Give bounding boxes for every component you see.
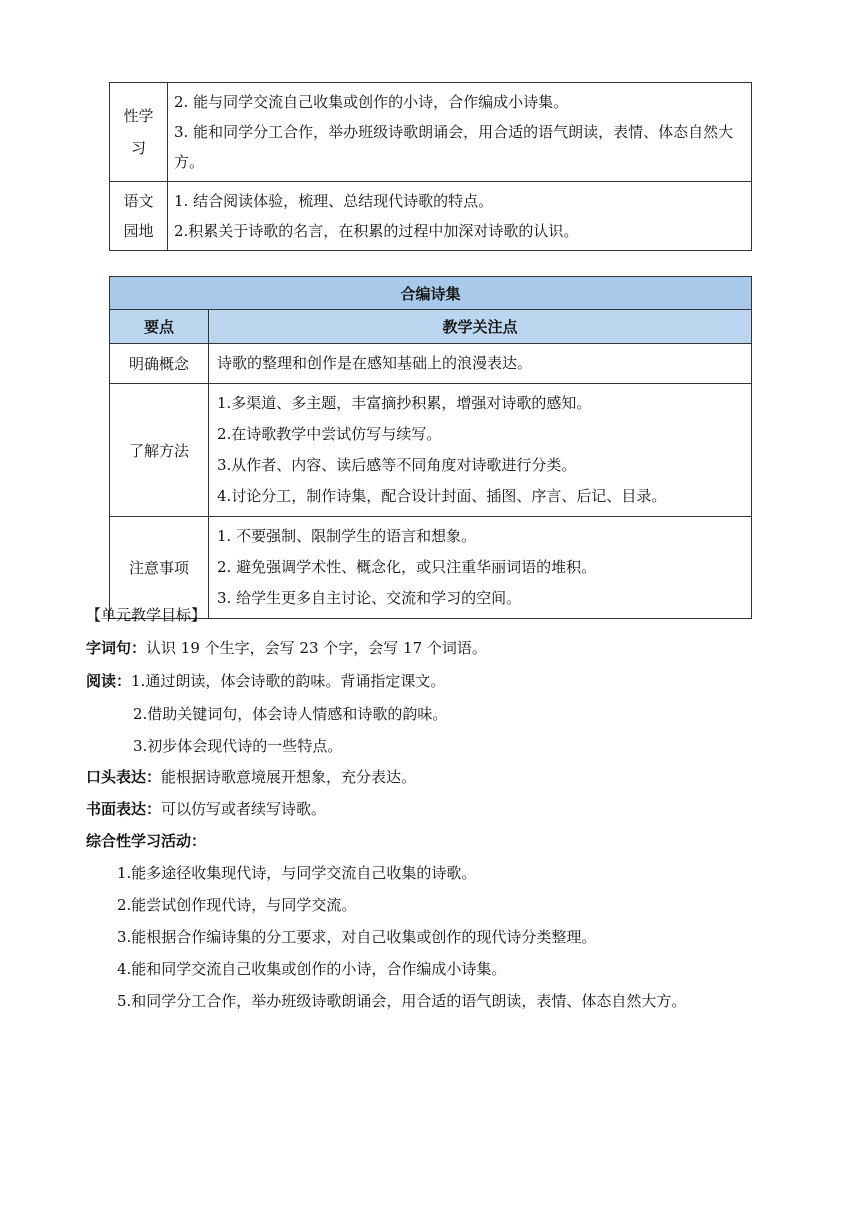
goal-label: 综合性学习活动： — [86, 832, 207, 850]
column-header-focus: 教学关注点 — [209, 310, 752, 344]
goal-shumian — [86, 798, 326, 819]
goal-text: 能根据诗歌意境展开想象，充分表达。 — [161, 768, 417, 786]
activity-table — [109, 82, 752, 251]
goal-text: 可以仿写或者续写诗歌。 — [161, 800, 327, 818]
goal-item: 4.能和同学交流自己收集或创作的小诗，合作编成小诗集。 — [117, 960, 507, 978]
section-heading: 【单元教学目标】 — [86, 606, 207, 624]
row-content — [209, 344, 752, 384]
content-line: 3. 能和同学分工合作，举办班级诗歌朗诵会，用合适的语气朗读，表情、体态自然大方。 — [174, 123, 734, 171]
goal-label: 书面表达： — [86, 800, 162, 818]
goal-item: 1.能多途径收集现代诗，与同学交流自己收集的诗歌。 — [117, 864, 477, 882]
table-title: 合编诗集 — [110, 277, 752, 310]
table-row — [110, 182, 752, 251]
goal-text: 1.通过朗读，体会诗歌的韵味。背诵指定课文。 — [131, 672, 446, 690]
row-key: 语文 园地 — [110, 182, 168, 251]
goal-label: 口头表达： — [86, 768, 162, 786]
row-key: 注意事项 — [110, 517, 209, 619]
content-line: 1. 结合阅读体验，梳理、总结现代诗歌的特点。 — [174, 192, 494, 210]
row-content — [209, 384, 752, 517]
table-row — [110, 384, 752, 517]
goal-item: 2.借助关键词句，体会诗人情感和诗歌的韵味。 — [133, 705, 448, 723]
goal-label: 阅读： — [86, 672, 132, 690]
column-header-key: 要点 — [110, 310, 209, 344]
goal-item: 3.能根据合作编诗集的分工要求，对自己收集或创作的现代诗分类整理。 — [117, 928, 597, 946]
content-line: 1. 不要强制、限制学生的语言和想象。 — [217, 527, 477, 545]
row-content — [168, 83, 752, 182]
content-line: 诗歌的整理和创作是在感知基础上的浪漫表达。 — [217, 354, 533, 372]
goal-zicijv — [86, 637, 487, 658]
content-line: 2. 避免强调学术性、概念化，或只注重华丽词语的堆积。 — [217, 558, 597, 576]
content-line: 4.讨论分工，制作诗集，配合设计封面、插图、序言、后记、目录。 — [217, 487, 667, 505]
row-content — [168, 182, 752, 251]
goal-item: 2.能尝试创作现代诗，与同学交流。 — [117, 896, 357, 914]
goal-text: 认识 19 个生字，会写 23 个字，会写 17 个词语。 — [146, 639, 487, 657]
goal-item: 3.初步体会现代诗的一些特点。 — [133, 737, 343, 755]
goal-label: 字词句： — [86, 639, 147, 657]
table-row — [110, 344, 752, 384]
goal-item: 5.和同学分工合作，举办班级诗歌朗诵会，用合适的语气朗读，表情、体态自然大方。 — [117, 992, 687, 1010]
row-key: 明确概念 — [110, 344, 209, 384]
goal-koutou — [86, 766, 416, 787]
row-content — [209, 517, 752, 619]
content-line: 1.多渠道、多主题，丰富摘抄积累，增强对诗歌的感知。 — [217, 394, 592, 412]
content-line: 3.从作者、内容、读后感等不同角度对诗歌进行分类。 — [217, 456, 577, 474]
row-key: 了解方法 — [110, 384, 209, 517]
content-line: 2. 能与同学交流自己收集或创作的小诗，合作编成小诗集。 — [174, 93, 569, 111]
row-key: 性学 习 — [110, 83, 168, 182]
poetry-collection-table — [109, 276, 752, 619]
content-line: 3. 给学生更多自主讨论、交流和学习的空间。 — [217, 589, 522, 607]
content-line: 2.积累关于诗歌的名言，在积累的过程中加深对诗歌的认识。 — [174, 222, 579, 240]
content-line: 2.在诗歌教学中尝试仿写与续写。 — [217, 425, 442, 443]
goal-yuedu — [86, 670, 445, 691]
table-row — [110, 83, 752, 182]
